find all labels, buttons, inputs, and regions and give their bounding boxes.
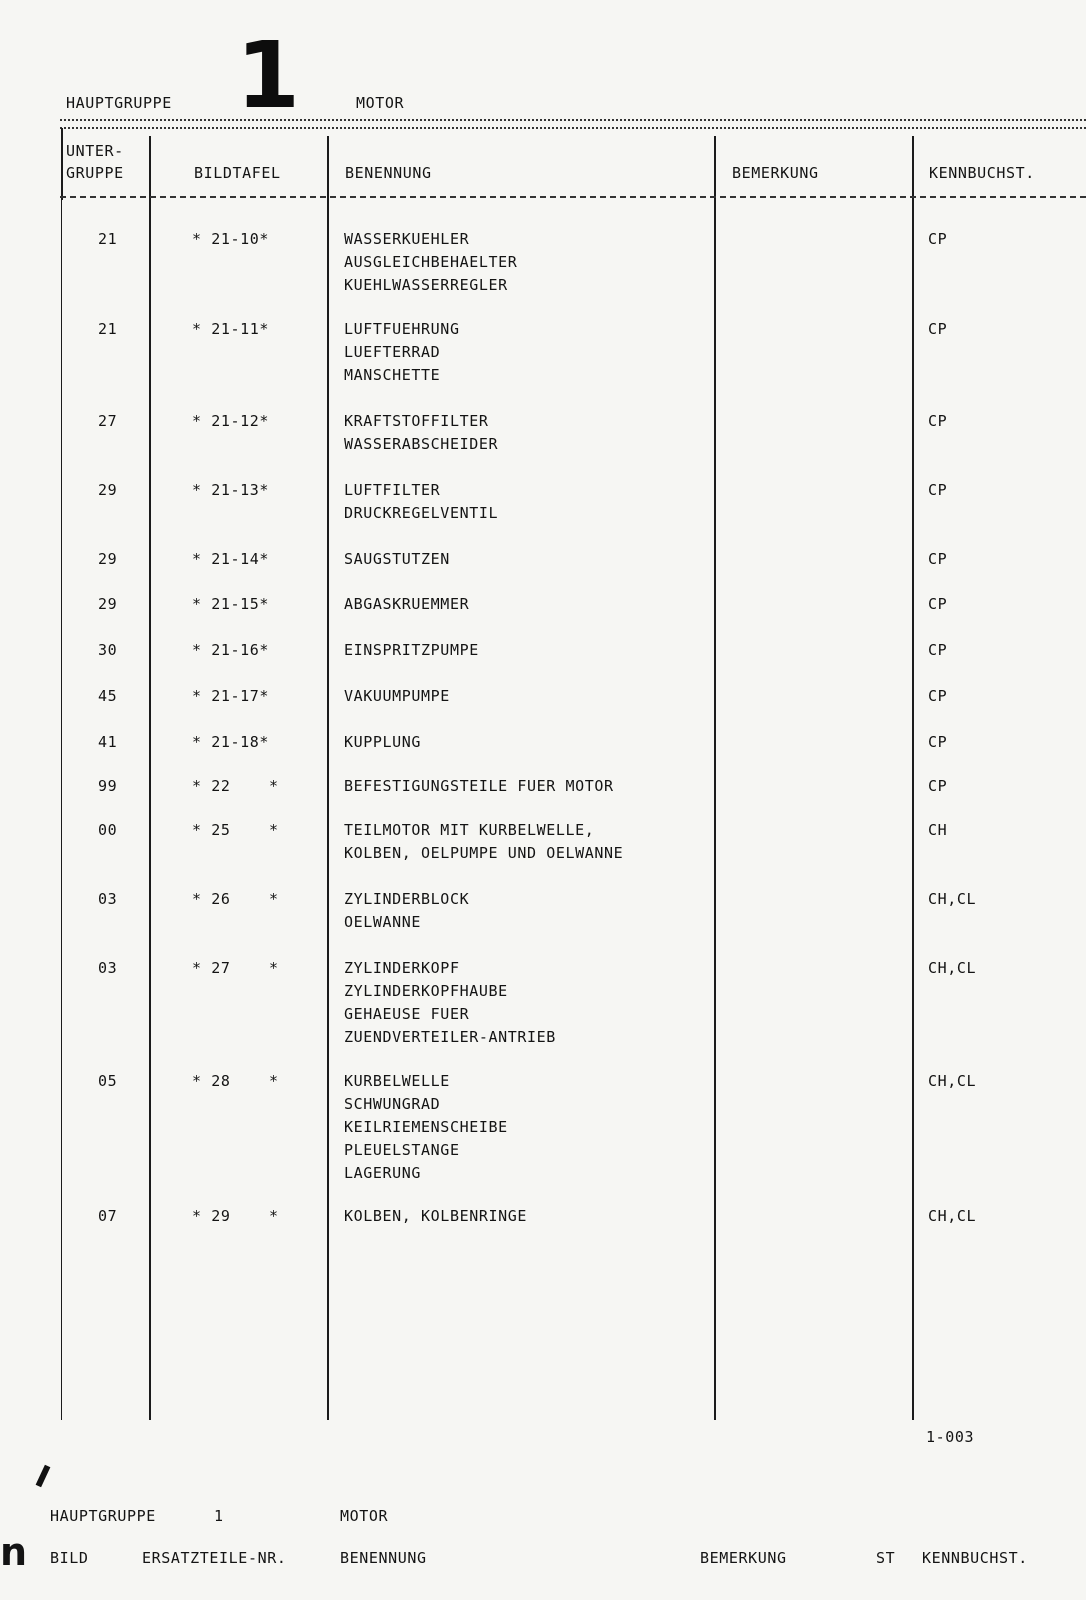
bildtafel-cell: * 21-11* <box>192 320 270 338</box>
bildtafel-cell: * 21-12* <box>192 412 270 430</box>
benennung-line: ZYLINDERBLOCK <box>344 890 470 908</box>
header-dashed-rule <box>60 196 1086 198</box>
benennung-line: VAKUUMPUMPE <box>344 687 450 705</box>
benennung-line: KUPPLUNG <box>344 733 422 751</box>
bildtafel-cell: * 25 * <box>192 821 279 839</box>
benennung-line: WASSERABSCHEIDER <box>344 435 499 453</box>
benennung-cell <box>344 775 614 798</box>
page-title: MOTOR <box>356 94 405 112</box>
benennung-line: SAUGSTUTZEN <box>344 550 450 568</box>
bildtafel-cell: * 21-15* <box>192 595 270 613</box>
benennung-line: ZUENDVERTEILER-ANTRIEB <box>344 1028 556 1046</box>
benennung-line: KRAFTSTOFFILTER <box>344 412 489 430</box>
untergruppe-cell: 00 <box>98 821 118 839</box>
benennung-line: KOLBEN, OELPUMPE UND OELWANNE <box>344 844 624 862</box>
column-header-bildtafel: BILDTAFEL <box>194 164 281 182</box>
benennung-line: SCHWUNGRAD <box>344 1095 441 1113</box>
next-column-benennung: BENENNUNG <box>340 1549 427 1567</box>
kennbuchst-cell: CP <box>928 687 948 705</box>
kennbuchst-cell: CP <box>928 230 948 248</box>
pen-mark <box>36 1465 51 1487</box>
benennung-line: LAGERUNG <box>344 1164 422 1182</box>
bildtafel-cell: * 28 * <box>192 1072 279 1090</box>
benennung-line: EINSPRITZPUMPE <box>344 641 479 659</box>
benennung-line: BEFESTIGUNGSTEILE FUER MOTOR <box>344 777 614 795</box>
benennung-cell <box>344 1070 508 1185</box>
benennung-line: MANSCHETTE <box>344 366 441 384</box>
untergruppe-cell: 99 <box>98 777 118 795</box>
column-divider <box>327 136 329 1420</box>
benennung-line: DRUCKREGELVENTIL <box>344 504 499 522</box>
next-column-st: ST <box>876 1549 896 1567</box>
next-column-bemerkung: BEMERKUNG <box>700 1549 787 1567</box>
benennung-line: WASSERKUEHLER <box>344 230 470 248</box>
untergruppe-cell: 05 <box>98 1072 118 1090</box>
column-header-untergruppe: GRUPPE <box>66 164 124 182</box>
benennung-cell <box>344 731 421 754</box>
untergruppe-cell: 29 <box>98 481 118 499</box>
kennbuchst-cell: CP <box>928 777 948 795</box>
next-column-ersatzteile: ERSATZTEILE-NR. <box>142 1549 287 1567</box>
untergruppe-cell: 45 <box>98 687 118 705</box>
benennung-cell <box>344 957 556 1049</box>
benennung-line: LUFTFUEHRUNG <box>344 320 460 338</box>
benennung-line: LUEFTERRAD <box>344 343 441 361</box>
benennung-line: OELWANNE <box>344 913 422 931</box>
bildtafel-cell: * 21-18* <box>192 733 270 751</box>
untergruppe-cell: 29 <box>98 550 118 568</box>
benennung-line: KURBELWELLE <box>344 1072 450 1090</box>
benennung-cell <box>344 593 469 616</box>
benennung-cell <box>344 1205 527 1228</box>
untergruppe-cell: 03 <box>98 890 118 908</box>
kennbuchst-cell: CP <box>928 641 948 659</box>
column-divider <box>714 136 716 1420</box>
kennbuchst-cell: CP <box>928 733 948 751</box>
kennbuchst-cell: CH,CL <box>928 1207 977 1225</box>
untergruppe-cell: 03 <box>98 959 118 977</box>
benennung-line: TEILMOTOR MIT KURBELWELLE, <box>344 821 595 839</box>
hauptgruppe-label: HAUPTGRUPPE <box>66 94 172 112</box>
column-header-benennung: BENENNUNG <box>345 164 432 182</box>
bildtafel-cell: * 21-13* <box>192 481 270 499</box>
benennung-line: KOLBEN, KOLBENRINGE <box>344 1207 527 1225</box>
bildtafel-cell: * 29 * <box>192 1207 279 1225</box>
next-page-big-letter: n <box>0 1530 28 1574</box>
next-hauptgruppe-number: 1 <box>214 1507 224 1525</box>
column-header-untergruppe: UNTER- <box>66 142 124 160</box>
kennbuchst-cell: CP <box>928 595 948 613</box>
untergruppe-cell: 27 <box>98 412 118 430</box>
bildtafel-cell: * 22 * <box>192 777 279 795</box>
next-column-bild: BILD <box>50 1549 89 1567</box>
benennung-line: LUFTFILTER <box>344 481 441 499</box>
benennung-line: ZYLINDERKOPFHAUBE <box>344 982 508 1000</box>
benennung-line: KEILRIEMENSCHEIBE <box>344 1118 508 1136</box>
column-header-bemerkung: BEMERKUNG <box>732 164 819 182</box>
column-header-kennbuchst: KENNBUCHST. <box>929 164 1035 182</box>
benennung-cell <box>344 228 517 297</box>
untergruppe-cell: 21 <box>98 320 118 338</box>
kennbuchst-cell: CP <box>928 481 948 499</box>
kennbuchst-cell: CP <box>928 550 948 568</box>
bildtafel-cell: * 26 * <box>192 890 279 908</box>
next-column-kennbuchst: KENNBUCHST. <box>922 1549 1028 1567</box>
benennung-cell <box>344 819 623 865</box>
untergruppe-cell: 07 <box>98 1207 118 1225</box>
column-divider <box>61 128 63 200</box>
benennung-cell <box>344 410 498 456</box>
untergruppe-cell: 29 <box>98 595 118 613</box>
kennbuchst-cell: CP <box>928 320 948 338</box>
benennung-line: ABGASKRUEMMER <box>344 595 470 613</box>
column-divider <box>61 200 62 1420</box>
benennung-cell <box>344 548 450 571</box>
benennung-cell <box>344 685 450 708</box>
header-double-rule <box>60 119 1086 129</box>
benennung-line: ZYLINDERKOPF <box>344 959 460 977</box>
bildtafel-cell: * 21-16* <box>192 641 270 659</box>
column-divider <box>912 136 914 1420</box>
kennbuchst-cell: CP <box>928 412 948 430</box>
kennbuchst-cell: CH,CL <box>928 959 977 977</box>
hauptgruppe-number: 1 <box>236 22 301 129</box>
kennbuchst-cell: CH <box>928 821 948 839</box>
bildtafel-cell: * 21-10* <box>192 230 270 248</box>
benennung-line: PLEUELSTANGE <box>344 1141 460 1159</box>
bildtafel-cell: * 21-17* <box>192 687 270 705</box>
untergruppe-cell: 21 <box>98 230 118 248</box>
benennung-cell <box>344 479 498 525</box>
kennbuchst-cell: CH,CL <box>928 1072 977 1090</box>
page-number: 1-003 <box>926 1428 975 1446</box>
untergruppe-cell: 30 <box>98 641 118 659</box>
benennung-cell <box>344 888 469 934</box>
benennung-line: KUEHLWASSERREGLER <box>344 276 508 294</box>
next-hauptgruppe-label: HAUPTGRUPPE <box>50 1507 156 1525</box>
benennung-cell <box>344 639 479 662</box>
benennung-line: AUSGLEICHBEHAELTER <box>344 253 518 271</box>
next-page-title: MOTOR <box>340 1507 389 1525</box>
bildtafel-cell: * 21-14* <box>192 550 270 568</box>
bildtafel-cell: * 27 * <box>192 959 279 977</box>
benennung-line: GEHAEUSE FUER <box>344 1005 470 1023</box>
kennbuchst-cell: CH,CL <box>928 890 977 908</box>
benennung-cell <box>344 318 460 387</box>
untergruppe-cell: 41 <box>98 733 118 751</box>
